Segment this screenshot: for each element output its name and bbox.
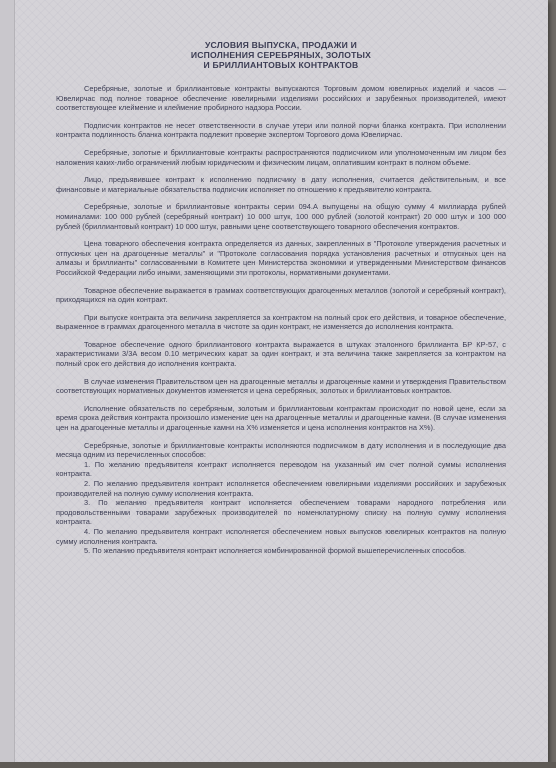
- paragraph-methods: Серебряные, золотые и бриллиантовые контракты исполняются подписчиком в дату исполнения и в последующие два месяца одним из перечисленных способов:: [56, 440, 506, 460]
- title-line: И БРИЛЛИАНТОВЫХ КОНТРАКТОВ: [203, 60, 359, 70]
- title-line: ИСПОЛНЕНИЯ СЕРЕБРЯНЫХ, ЗОЛОТЫХ: [190, 50, 372, 60]
- method-item-4: 4. По желанию предъявителя контракт исполняется обеспечением новых выпусков ювелирных контрактов на полную сумму исполнения контракта.: [56, 526, 506, 546]
- document-title: [56, 40, 506, 70]
- paragraph-price: Цена товарного обеспечения контракта определяется из данных, закрепленных в "Протоколе утверждения расчетных и отпускных цен на драгоценные металлы" и "Протоколе согласования порядка установления расчетных и отпускных цен на алмазы и бриллианты" согласованными в Комитете цен Министерства экономики и утвержденными Министерством финансов Российской Федерации либо иными, заменяющими эти протоколы, нормативными документами.: [56, 239, 506, 277]
- paragraph-new-price: Исполнение обязательств по серебряным, золотым и бриллиантовым контрактам происходит по новой цене, если за время срока действия контракта произошло изменение цен на драгоценные металлы и драгоценные камни. (В случае изменения цен на драгоценные металлы и драгоценные камни на X% изменяется и цена исполнения контрактов на X%).: [56, 403, 506, 433]
- method-item-2: 2. По желанию предъявителя контракт исполняется обеспечением ювелирными изделиями российских и зарубежных производителей на полную сумму исполнения контракта.: [56, 479, 506, 498]
- scan-background: [0, 762, 556, 768]
- paragraph-distribution: Серебряные, золотые и бриллиантовые контракты распространяются подписчиком или уполномоченным им лицом без наложения каких-либо ограничений любым юридическим и физическим лицам, оплатившим контракт в полном объеме.: [56, 147, 506, 167]
- paragraph-backing: Товарное обеспечение выражается в граммах соответствующих драгоценных металлов (золотой и серебряный контракт), приходящихся на один контракт.: [56, 285, 506, 305]
- paragraph-bearer: Лицо, предъявившее контракт к исполнению подписчику в дату исполнения, считается действительным, и все финансовые и материальные обязательства подписчик исполняет по отношению к предъявителю контракта.: [56, 175, 506, 194]
- binding-edge: [0, 0, 15, 762]
- paragraph-series: Серебряные, золотые и бриллиантовые контракты серии 094.А выпущены на общую сумму 4 миллиарда рублей номиналами: 100 000 рублей (серебряный контракт) 10 000 штук, 100 000 рублей (золотой контракт) 20 000 штук и 100 000 рублей (бриллиантовый контракт) 10 000 штук, равными цене соответствующего товарного обеспечения контрактов.: [56, 202, 506, 231]
- paragraph-liability: Подписчик контрактов не несет ответственности в случае утери или полной порчи бланка контракта. При исполнении контракта подлинность бланка контракта подлежит проверке экспертом Торгового дома Ювелирчас.: [56, 120, 506, 140]
- method-item-1: 1. По желанию предъявителя контракт исполняется переводом на указанный им счет полной суммы исполнения контракта.: [56, 459, 506, 479]
- paragraph-price-change: В случае изменения Правительством цен на драгоценные металлы и драгоценные камни и утверждения Правительством соответствующих нормативных документов изменяется и цена серебряных, золотых и бриллиантовых контрактов.: [56, 376, 506, 396]
- document-body: [56, 40, 506, 556]
- title-line: УСЛОВИЯ ВЫПУСКА, ПРОДАЖИ И: [205, 40, 357, 50]
- paragraph-fixed-amount: При выпуске контракта эта величина закрепляется за контрактом на полный срок его действия, и товарное обеспечение, выраженное в граммах драгоценного металла в чистоте за один контракт, не изменяется до исполнения контракта.: [56, 312, 506, 332]
- paragraph-diamond: Товарное обеспечение одного бриллиантового контракта выражается в штуках эталонного бриллианта БР КР-57, с характеристиками 3/3А весом 0.10 метрических карат за один контракт, и эта величина также закрепляется за контрактом на полный срок его действия до исполнения контракта.: [56, 339, 506, 369]
- method-item-5: 5. По желанию предъявителя контракт исполняется комбинированной формой вышеперечисленных способов.: [84, 546, 467, 556]
- paragraph-issuance: Серебряные, золотые и бриллиантовые контракты выпускаются Торговым домом ювелирных изделий и часов — Ювелирчас под полное товарное обеспечение ювелирными изделиями российских и зарубежных производителей, имеют соответствующее клеймение и клеймение пробирного надзора России.: [56, 84, 506, 113]
- method-item-3: 3. По желанию предъявителя контракт исполняется обеспечением товарами народного потребления или продовольственными товарами зарубежных производителей по номенклатурному списку на полную сумму исполнения контракта.: [56, 498, 506, 527]
